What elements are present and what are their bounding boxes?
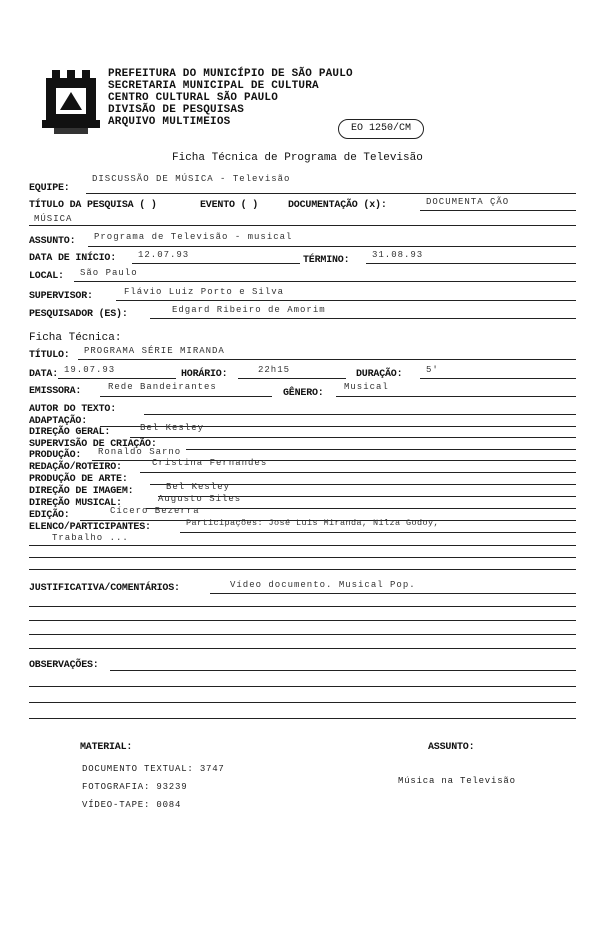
pesquisador-label: PESQUISADOR (ES): [29, 309, 128, 320]
termino-line [366, 263, 576, 264]
pesquisador-line [150, 318, 576, 319]
observacoes-label: OBSERVAÇÕES: [29, 660, 99, 671]
elenco-line-2 [29, 545, 576, 546]
duracao-label: DURAÇÃO: [356, 369, 403, 380]
equipe-line [86, 193, 576, 194]
emissora-label: EMISSORA: [29, 386, 82, 397]
material-label: MATERIAL: [80, 742, 133, 753]
autor-line [144, 414, 576, 415]
titulo-value: PROGRAMA SÉRIE MIRANDA [84, 346, 225, 356]
redacao-value: Cristina Fernandes [152, 458, 268, 468]
producao-arte-label: PRODUÇÃO DE ARTE: [29, 474, 128, 485]
horario-label: HORÁRIO: [181, 369, 228, 380]
documentacao-label: DOCUMENTAÇÃO (x): [288, 200, 387, 211]
coat-of-arms-emblem [42, 70, 100, 136]
direcao-geral-label: DIREÇÃO GERAL: [29, 427, 111, 438]
elenco-line-3 [29, 557, 576, 558]
justificativa-line-1 [210, 593, 576, 594]
supervisao-criacao-label: SUPERVISÃO DE CRIAÇÃO: [29, 439, 157, 450]
direcao-imagem-label: DIREÇÃO DE IMAGEM: [29, 486, 134, 497]
titulo-pesquisa-line [420, 210, 576, 211]
titulo-pesquisa-value-2: MÚSICA [34, 214, 73, 224]
direcao-geral-value: Bel Kesley [140, 423, 205, 433]
direcao-imagem-value: Bel Kesley [166, 482, 231, 492]
evento-label: EVENTO ( ) [200, 200, 259, 211]
video-tape: VÍDEO-TAPE: 0084 [82, 800, 182, 810]
genero-line [336, 396, 576, 397]
footer-assunto-value: Música na Televisão [398, 776, 516, 786]
observacoes-line-3 [29, 702, 576, 703]
horario-line [238, 378, 346, 379]
elenco-value: Participações: José Luis Miranda, Nilza Godoy, [186, 518, 440, 528]
direcao-musical-line [146, 508, 576, 509]
header-line-4: DIVISÃO DE PESQUISAS [108, 104, 245, 116]
elenco-value-2: Trabalho ... [52, 533, 129, 543]
supervisor-label: SUPERVISOR: [29, 291, 93, 302]
edicao-label: EDIÇÃO: [29, 510, 70, 521]
direcao-geral-line [130, 437, 576, 438]
ficha-tecnica-heading: Ficha Técnica: [29, 332, 122, 344]
edicao-value: Cícero Bezerra [110, 506, 200, 516]
duracao-value: 5' [426, 365, 439, 375]
equipe-value: DISCUSSÃO DE MÚSICA - Televisão [92, 174, 291, 184]
justificativa-line-5 [29, 648, 576, 649]
observacoes-line-2 [29, 686, 576, 687]
data-value: 19.07.93 [64, 365, 116, 375]
local-line [74, 281, 576, 282]
titulo-pesquisa-label: TÍTULO DA PESQUISA ( ) [29, 200, 157, 211]
elenco-label: ELENCO/PARTICIPANTES: [29, 522, 151, 533]
termino-label: TÉRMINO: [303, 255, 350, 266]
observacoes-line-4 [29, 718, 576, 719]
redacao-line [140, 472, 576, 473]
horario-value: 22h15 [258, 365, 291, 375]
justificativa-line-4 [29, 634, 576, 635]
local-value: São Paulo [80, 268, 138, 278]
justificativa-value: Vídeo documento. Musical Pop. [230, 580, 416, 590]
supervisor-value: Flávio Luiz Porto e Silva [124, 287, 285, 297]
supervisao-criacao-line [186, 449, 576, 450]
titulo-pesquisa-line-2 [29, 225, 576, 226]
autor-label: AUTOR DO TEXTO: [29, 404, 117, 415]
redacao-label: REDAÇÃO/ROTEIRO: [29, 462, 122, 473]
direcao-musical-label: DIREÇÃO MUSICAL: [29, 498, 122, 509]
header-line-1: PREFEITURA DO MUNICÍPIO DE SÃO PAULO [108, 68, 353, 80]
local-label: LOCAL: [29, 271, 64, 282]
assunto-line [88, 246, 576, 247]
justificativa-line-3 [29, 620, 576, 621]
titulo-pesquisa-value: DOCUMENTA ÇÃO [426, 197, 510, 207]
direcao-musical-value: Augusto Siles [158, 494, 242, 504]
equipe-label: EQUIPE: [29, 183, 70, 194]
assunto-value: Programa de Televisão - musical [94, 232, 293, 242]
footer-assunto-label: ASSUNTO: [428, 742, 475, 753]
titulo-line [78, 359, 576, 360]
duracao-line [420, 378, 576, 379]
termino-value: 31.08.93 [372, 250, 424, 260]
adaptacao-label: ADAPTAÇÃO: [29, 416, 88, 427]
justificativa-label: JUSTIFICATIVA/COMENTÁRIOS: [29, 583, 180, 594]
document-title: Ficha Técnica de Programa de Televisão [172, 152, 423, 164]
assunto-label: ASSUNTO: [29, 236, 76, 247]
justificativa-line-2 [29, 606, 576, 607]
emissora-value: Rede Bandeirantes [108, 382, 217, 392]
data-inicio-value: 12.07.93 [138, 250, 190, 260]
header-line-5: ARQUIVO MULTIMEIOS [108, 116, 231, 128]
genero-value: Musical [344, 382, 389, 392]
producao-value: Ronaldo Sarno [98, 447, 182, 457]
data-inicio-line [132, 263, 300, 264]
header-line-3: CENTRO CULTURAL SÃO PAULO [108, 92, 279, 104]
genero-label: GÊNERO: [283, 388, 324, 399]
producao-label: PRODUÇÃO: [29, 450, 82, 461]
header-line-2: SECRETARIA MUNICIPAL DE CULTURA [108, 80, 319, 92]
emissora-line [100, 396, 272, 397]
fotografia: FOTOGRAFIA: 93239 [82, 782, 188, 792]
observacoes-line-1 [110, 670, 576, 671]
elenco-line-4 [29, 569, 576, 570]
data-inicio-label: DATA DE INÍCIO: [29, 253, 117, 264]
pesquisador-value: Edgard Ribeiro de Amorim [172, 305, 326, 315]
supervisor-line [116, 300, 576, 301]
elenco-line [180, 532, 576, 533]
archive-stamp: EO 1250/CM [338, 119, 424, 139]
titulo-label: TÍTULO: [29, 350, 70, 361]
data-label: DATA: [29, 369, 59, 380]
data-line [58, 378, 176, 379]
documento-textual: DOCUMENTO TEXTUAL: 3747 [82, 764, 225, 774]
